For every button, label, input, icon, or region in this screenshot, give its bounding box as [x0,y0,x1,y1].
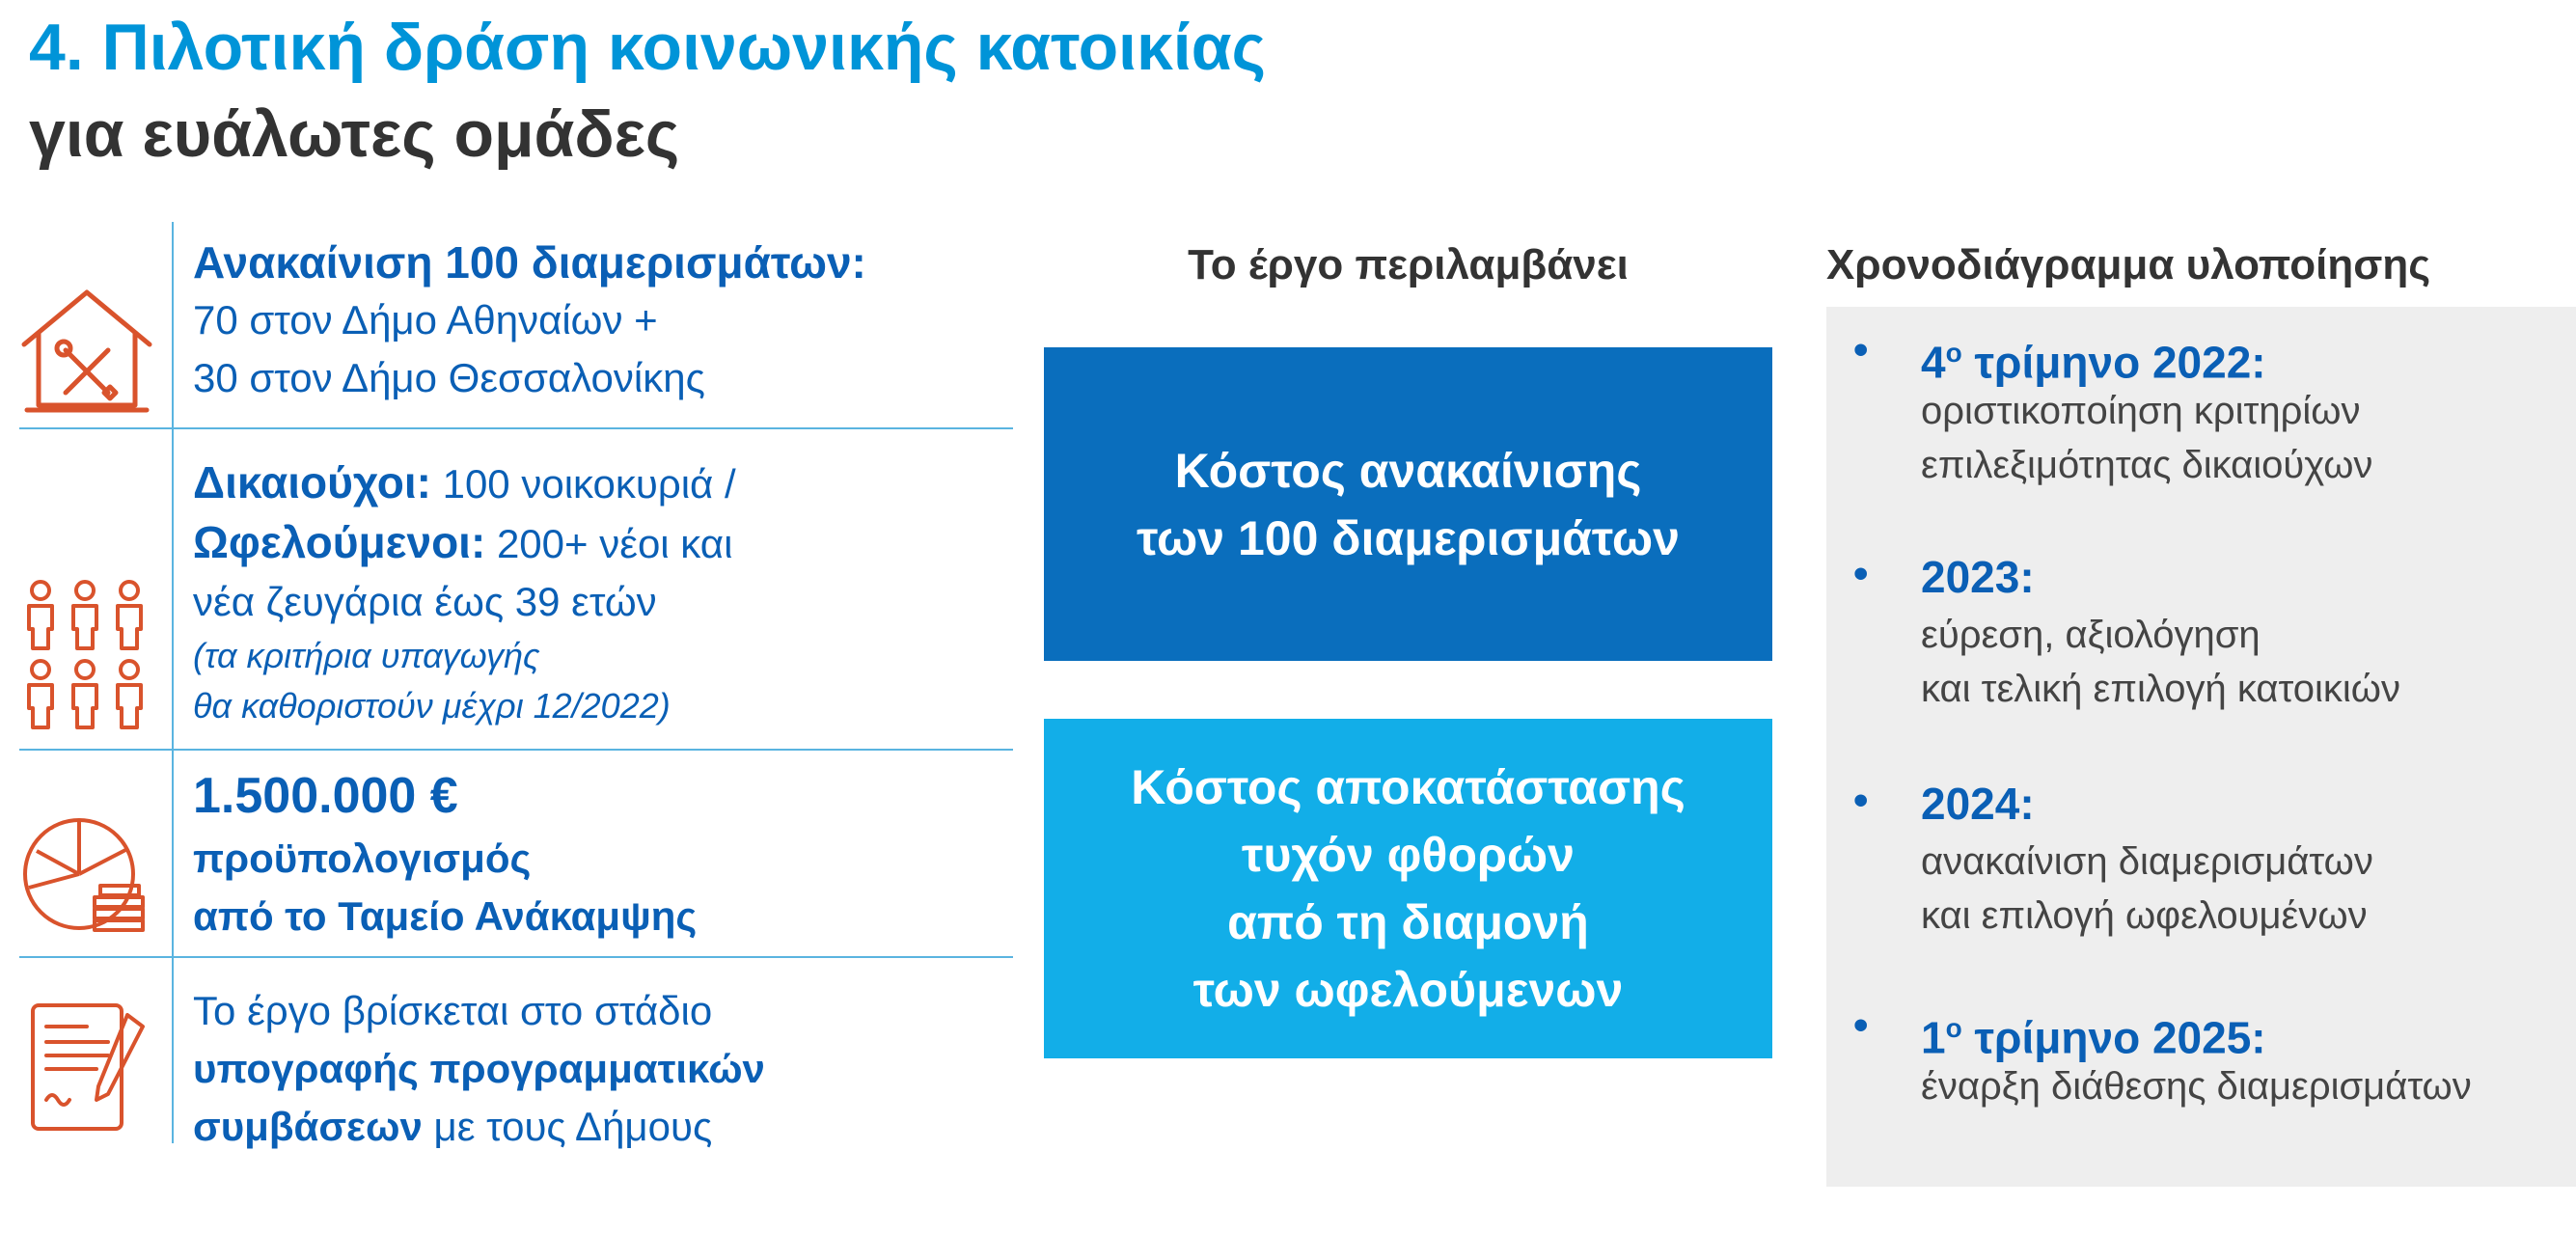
box2-line4: των ωφελούμενων [1192,963,1624,1017]
beneficiaries-value: 100 νοικοκυριά / [430,461,736,507]
left-info-panel [19,222,1013,1149]
pie-coins-icon [19,810,164,950]
timeline-desc: έναρξη διάθεσης διαμερισμάτων [1921,1065,2472,1108]
recipients-value: 200+ νέοι και [485,521,733,566]
page-subtitle: για ευάλωτες ομάδες [29,97,680,171]
beneficiaries-info [193,453,1013,731]
status-line-3-bold: συμβάσεων [193,1104,423,1149]
budget-source: από το Ταμείο Ανάκαμψης [193,893,698,939]
people-group-icon [19,579,164,738]
row-divider-3 [19,956,1013,958]
beneficiaries-label: Δικαιούχοι: [193,457,431,507]
recipients-age: νέα ζευγάρια έως 39 ετών [193,579,657,624]
scope-box-restoration-cost [1044,719,1772,1058]
box2-line1: Κόστος αποκατάστασης [1131,760,1685,814]
vertical-divider [172,222,174,1143]
criteria-note-2: θα καθοριστούν μέχρι 12/2022) [193,686,671,726]
scope-box-renovation-cost [1044,347,1772,661]
page-title: 4. Πιλοτική δράση κοινωνικής κατοικίας [29,11,1266,84]
timeline-label: 2023: [1921,552,2035,602]
box1-line1: Κόστος ανακαίνισης [1174,443,1642,498]
recipients-label: Ωφελούμενοι: [193,517,486,567]
house-tools-icon [19,285,164,420]
box1-line2: των 100 διαμερισμάτων [1137,510,1680,565]
timeline-desc: εύρεση, αξιολόγηση και τελική επιλογή κατοικιών [1921,614,2400,710]
box2-line3: από τη διαμονή [1227,895,1589,949]
scope-heading: Το έργο περιλαμβάνει [1188,241,1629,288]
renovation-heading: Ανακαίνιση 100 διαμερισμάτων: [193,237,866,288]
criteria-note-1: (τα κριτήρια υπαγωγής [193,636,540,675]
status-line-3-text: με τους Δήμους [422,1104,713,1149]
timeline-desc: ανακαίνιση διαμερισμάτων και επιλογή ωφελουμένων [1921,840,2373,937]
budget-amount: 1.500.000 € [193,768,458,824]
box2-line2: τυχόν φθορών [1242,828,1575,882]
timeline-desc: οριστικοποίηση κριτηρίων επιλεξιμότητας δικαιούχων [1921,390,2373,486]
renovation-thessaloniki: 30 στον Δήμο Θεσσαλονίκης [193,355,705,400]
bullet-icon: • [1853,550,1869,597]
bullet-icon: • [1853,777,1869,824]
bullet-icon: • [1853,1001,1869,1049]
renovation-athens: 70 στον Δήμο Αθηναίων + [193,297,658,342]
renovation-info [193,233,1013,407]
timeline-label: $4^o$ τρίμηνο 2022: [1921,337,2266,388]
budget-label: προϋπολογισμός [193,836,532,881]
status-line-2: υπογραφής προγραμματικών [193,1046,765,1091]
row-divider-1 [19,427,1013,429]
timeline-label: 2024: [1921,779,2035,829]
bullet-icon: • [1853,326,1869,373]
budget-info [193,762,1013,945]
status-line-1: Το έργο βρίσκεται στο στάδιο [193,988,713,1033]
timeline-heading: Χρονοδιάγραμμα υλοποίησης [1826,241,2431,288]
row-divider-2 [19,749,1013,751]
timeline-panel [1826,307,2576,1187]
status-info [193,982,1013,1156]
timeline-label: $1^o$ τρίμηνο 2025: [1921,1012,2266,1063]
contract-pen-icon [19,994,164,1143]
